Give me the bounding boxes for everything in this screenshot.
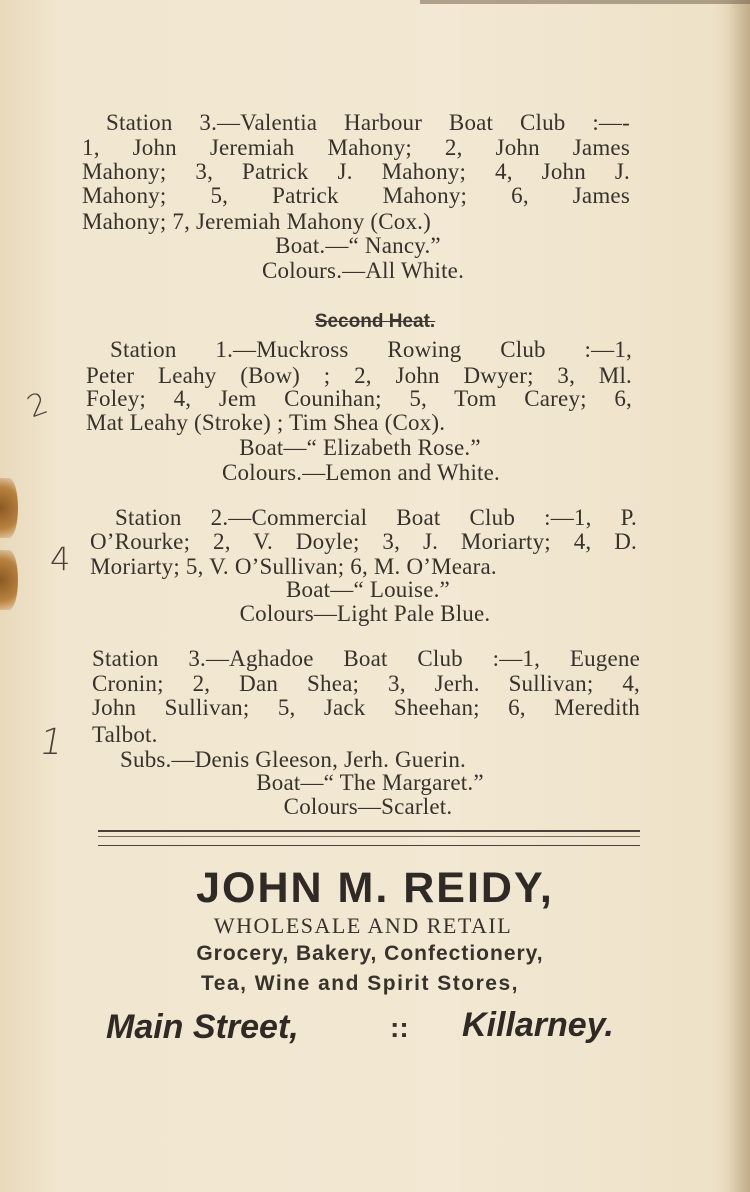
advert-line2: Grocery, Bakery, Confectionery, — [196, 942, 544, 965]
text-line: Talbot. — [92, 722, 158, 747]
handwritten-mark: 4 — [50, 540, 71, 578]
page-top-edge — [420, 0, 750, 4]
boat-name: Boat—“ Elizabeth Rose.” — [239, 435, 481, 460]
advert-line3: Tea, Wine and Spirit Stores, — [201, 972, 519, 995]
text-line: Mahony; 3, Patrick J. Mahony; 4, John J. — [82, 159, 630, 184]
divider — [98, 830, 640, 832]
divider — [98, 845, 640, 846]
text-line: O’Rourke; 2, V. Doyle; 3, J. Moriarty; 4, D. — [90, 529, 637, 554]
advert-name: JOHN M. REIDY, — [196, 864, 554, 912]
text-line: Mahony; 5, Patrick Mahony; 6, James — [82, 183, 630, 208]
text-line: Mahony; 7, Jeremiah Mahony (Cox.) — [82, 209, 431, 234]
divider — [98, 836, 640, 837]
text-line: Cronin; 2, Dan Shea; 3, Jerh. Sullivan; 4, — [92, 671, 640, 696]
handwritten-mark: 2 — [22, 385, 53, 426]
subs: Subs.—Denis Gleeson, Jerh. Guerin. — [120, 747, 467, 772]
colours: Colours.—All White. — [261, 258, 465, 283]
text-line: Peter Leahy (Bow) ; 2, John Dwyer; 3, Ml. — [86, 363, 632, 388]
second-heat-heading: Second Heat. — [314, 311, 436, 332]
boat-name: Boat—“ Louise.” — [286, 577, 450, 602]
colours: Colours—Light Pale Blue. — [239, 601, 491, 626]
text-line: Foley; 4, Jem Counihan; 5, Tom Carey; 6, — [86, 386, 632, 411]
text-line: 1, John Jeremiah Mahony; 2, John James — [82, 135, 630, 160]
stain — [0, 478, 18, 538]
advert-separator: :: — [390, 1012, 409, 1043]
boat-name: Boat—“ The Margaret.” — [256, 770, 484, 795]
text-line: Station 3.—Aghadoe Boat Club :—1, Eugene — [92, 646, 640, 671]
advert-town: Killarney. — [462, 1006, 614, 1044]
text-line: Station 3.—Valentia Harbour Boat Club :—- — [106, 110, 630, 135]
colours: Colours.—Lemon and White. — [222, 460, 500, 485]
advert-street: Main Street, — [106, 1008, 299, 1046]
handwritten-mark: 1 — [36, 722, 67, 763]
advert-line1: WHOLESALE AND RETAIL — [213, 913, 513, 938]
colours: Colours—Scarlet. — [283, 794, 453, 819]
text-line: John Sullivan; 5, Jack Sheehan; 6, Meredith — [92, 695, 640, 720]
text-line: Station 1.—Muckross Rowing Club :—1, — [110, 337, 632, 362]
text-line: Moriarty; 5, V. O’Sullivan; 6, M. O’Meara. — [90, 554, 497, 579]
boat-name: Boat.—“ Nancy.” — [275, 233, 441, 258]
text-line: Mat Leahy (Stroke) ; Tim Shea (Cox). — [86, 410, 446, 435]
text-line: Station 2.—Commercial Boat Club :—1, P. — [115, 505, 637, 530]
